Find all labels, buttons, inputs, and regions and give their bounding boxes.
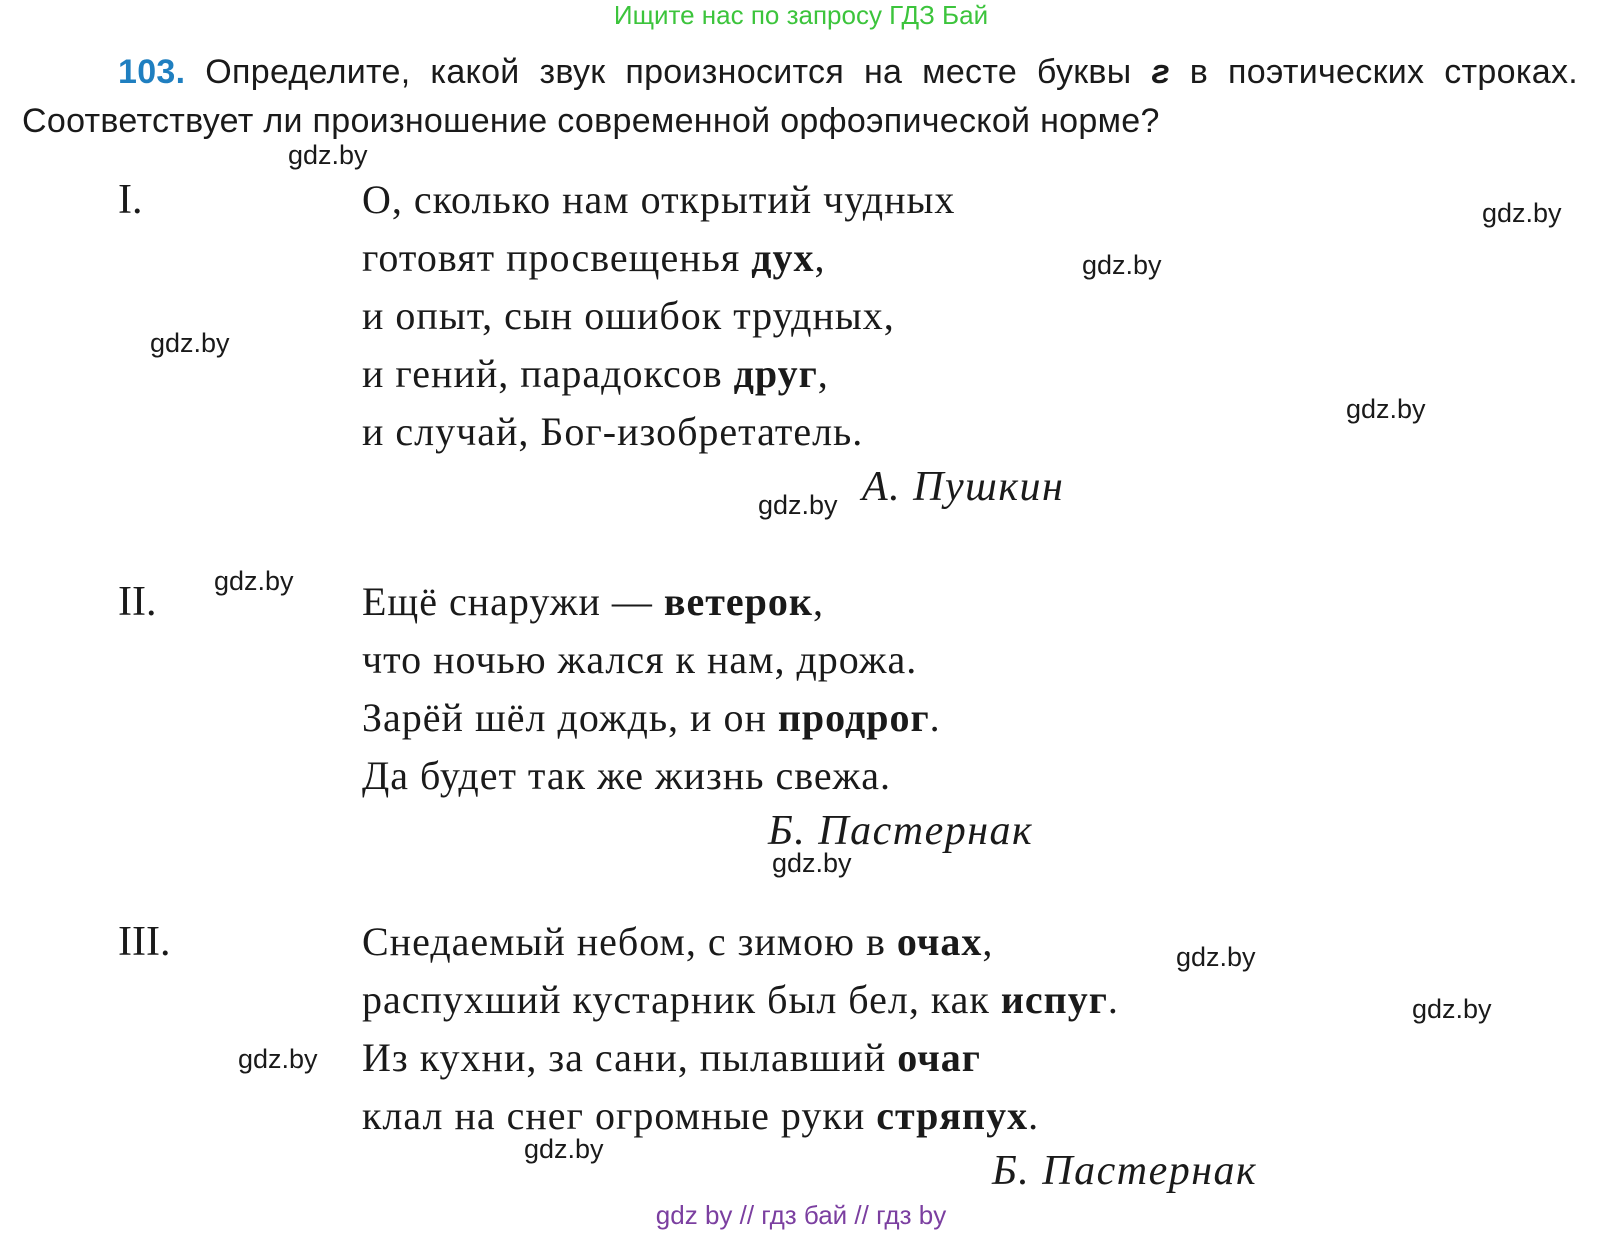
poem-3-author: Б. Пастернак [992,1148,1258,1194]
task-statement [22,48,1578,146]
task-letter: г [1151,53,1170,91]
poem-3-numeral: III. [118,919,171,965]
watermark: gdz.by [1482,198,1562,228]
poem-line: готовят просвещенья дух, [362,235,826,280]
poem-1 [362,171,955,461]
poem-1-author: А. Пушкин [862,464,1065,510]
watermark: gdz.by [238,1044,318,1074]
poem-2 [362,573,941,805]
poem-line: и случай, Бог-изобретатель. [362,409,864,454]
watermark: gdz.by [772,848,852,878]
watermark: gdz.by [288,140,368,170]
poem-1-numeral: I. [118,177,143,223]
poem-2-numeral: II. [118,579,157,625]
poem-2-author: Б. Пастернак [768,808,1034,854]
poem-line: что ночью жался к нам, дрожа. [362,637,918,682]
footer-links: gdz by // гдз бай // гдз by [655,1200,947,1230]
poem-line: Из кухни, за сани, пылавший очаг [362,1035,981,1080]
poem-line: Да будет так же жизнь свежа. [362,753,891,798]
task-text-part1: Определите, какой звук произносится на месте буквы [205,53,1132,91]
poem-line: распухший кустарник был бел, как испуг. [362,977,1119,1022]
watermark: gdz.by [758,490,838,520]
watermark: gdz.by [1082,250,1162,280]
top-banner: Ищите нас по запросу ГДЗ Бай [613,0,989,30]
task-number: 103. [118,53,186,91]
task-text-part2: в поэтических строках. Соответствует ли произношение современной орфоэпической норме? [22,53,1579,140]
poem-line: О, сколько нам открытий чудных [362,177,956,222]
watermark: gdz.by [524,1134,604,1164]
watermark: gdz.by [1412,994,1492,1024]
watermark: gdz.by [1346,394,1426,424]
watermark: gdz.by [214,566,294,596]
poem-line: и опыт, сын ошибок трудных, [362,293,895,338]
poem-line: Зарёй шёл дождь, и он продрог. [362,695,941,740]
poem-line: клал на снег огромные руки стряпух. [362,1093,1040,1138]
watermark: gdz.by [150,328,230,358]
poem-line: и гений, парадоксов друг, [362,351,829,396]
watermark: gdz.by [1176,942,1256,972]
poem-line: Снедаемый небом, с зимою в очах, [362,919,994,964]
poem-3 [362,913,1119,1145]
poem-line: Ещё снаружи — ветерок, [362,579,824,624]
